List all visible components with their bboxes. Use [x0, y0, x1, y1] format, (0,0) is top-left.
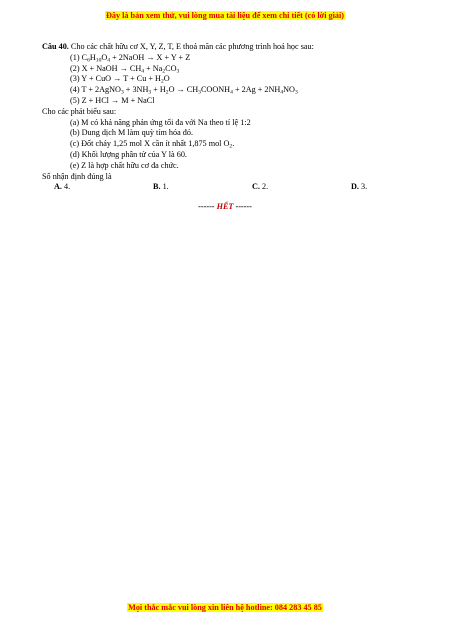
end-word: HẾT: [216, 202, 234, 211]
answer-b[interactable]: B. 1.: [153, 182, 169, 192]
statement-c: (c) Đốt cháy 1,25 mol X cần ít nhất 1,875 mol $O_2$.: [70, 139, 235, 150]
count-prompt: Số nhận định đúng là: [42, 171, 112, 181]
reaction-4: (4) T + 2AgNO$_3$ + $3NH_3 + H_2O$ → $CH_3COONH_4 + 2Ag + 2NH_4NO_3$: [70, 85, 298, 96]
hotline-banner: [0, 603, 450, 613]
statement-e: (e) Z là hợp chất hữu cơ đa chức.: [70, 160, 179, 170]
reaction-2: (2) X + NaOH → $CH_4 + Na_2CO_3$: [70, 63, 180, 75]
question-stem-text: Cho các chất hữu cơ X, Y, Z, T, E thoả mãn các phương trình hoá học sau:: [70, 42, 314, 51]
statement-d: (d) Khối lượng phân tử của Y là 60.: [70, 149, 187, 159]
answer-c[interactable]: C. 2.: [252, 182, 269, 192]
preview-notice-text: Đây là bản xem thử, vui lòng mua tài liệu để xem chi tiết (có lời giải): [105, 11, 344, 20]
statement-b: (b) Dung dịch M làm quỳ tím hóa đỏ.: [70, 128, 194, 138]
reaction-3: (3) Y + CuO → $T + Cu + H_2O$: [70, 74, 170, 85]
question-stem: [42, 42, 382, 53]
reaction-1: (1) $C_6H_{10}O_4$ + 2NaOH → X + Y + Z: [70, 52, 191, 64]
question-number: Câu 40.: [42, 42, 69, 51]
reaction-5: (5) Z + HCl → M + NaCl: [70, 95, 155, 105]
answer-a[interactable]: A. 4.: [54, 182, 71, 192]
question-block: [42, 42, 382, 193]
answer-d[interactable]: D. 3.: [351, 182, 368, 192]
hotline-text: Mọi thắc mắc vui lòng xin liên hệ hotline: 084 283 45 85: [128, 603, 322, 612]
answer-options: [42, 182, 382, 193]
statement-a: (a) M có khả năng phản ứng tối đa với Na theo tỉ lệ 1:2: [70, 117, 251, 127]
preview-notice-banner: [0, 11, 450, 21]
end-mark: ------ HẾT ------: [198, 202, 252, 211]
statements-intro: Cho các phát biểu sau:: [42, 106, 117, 116]
